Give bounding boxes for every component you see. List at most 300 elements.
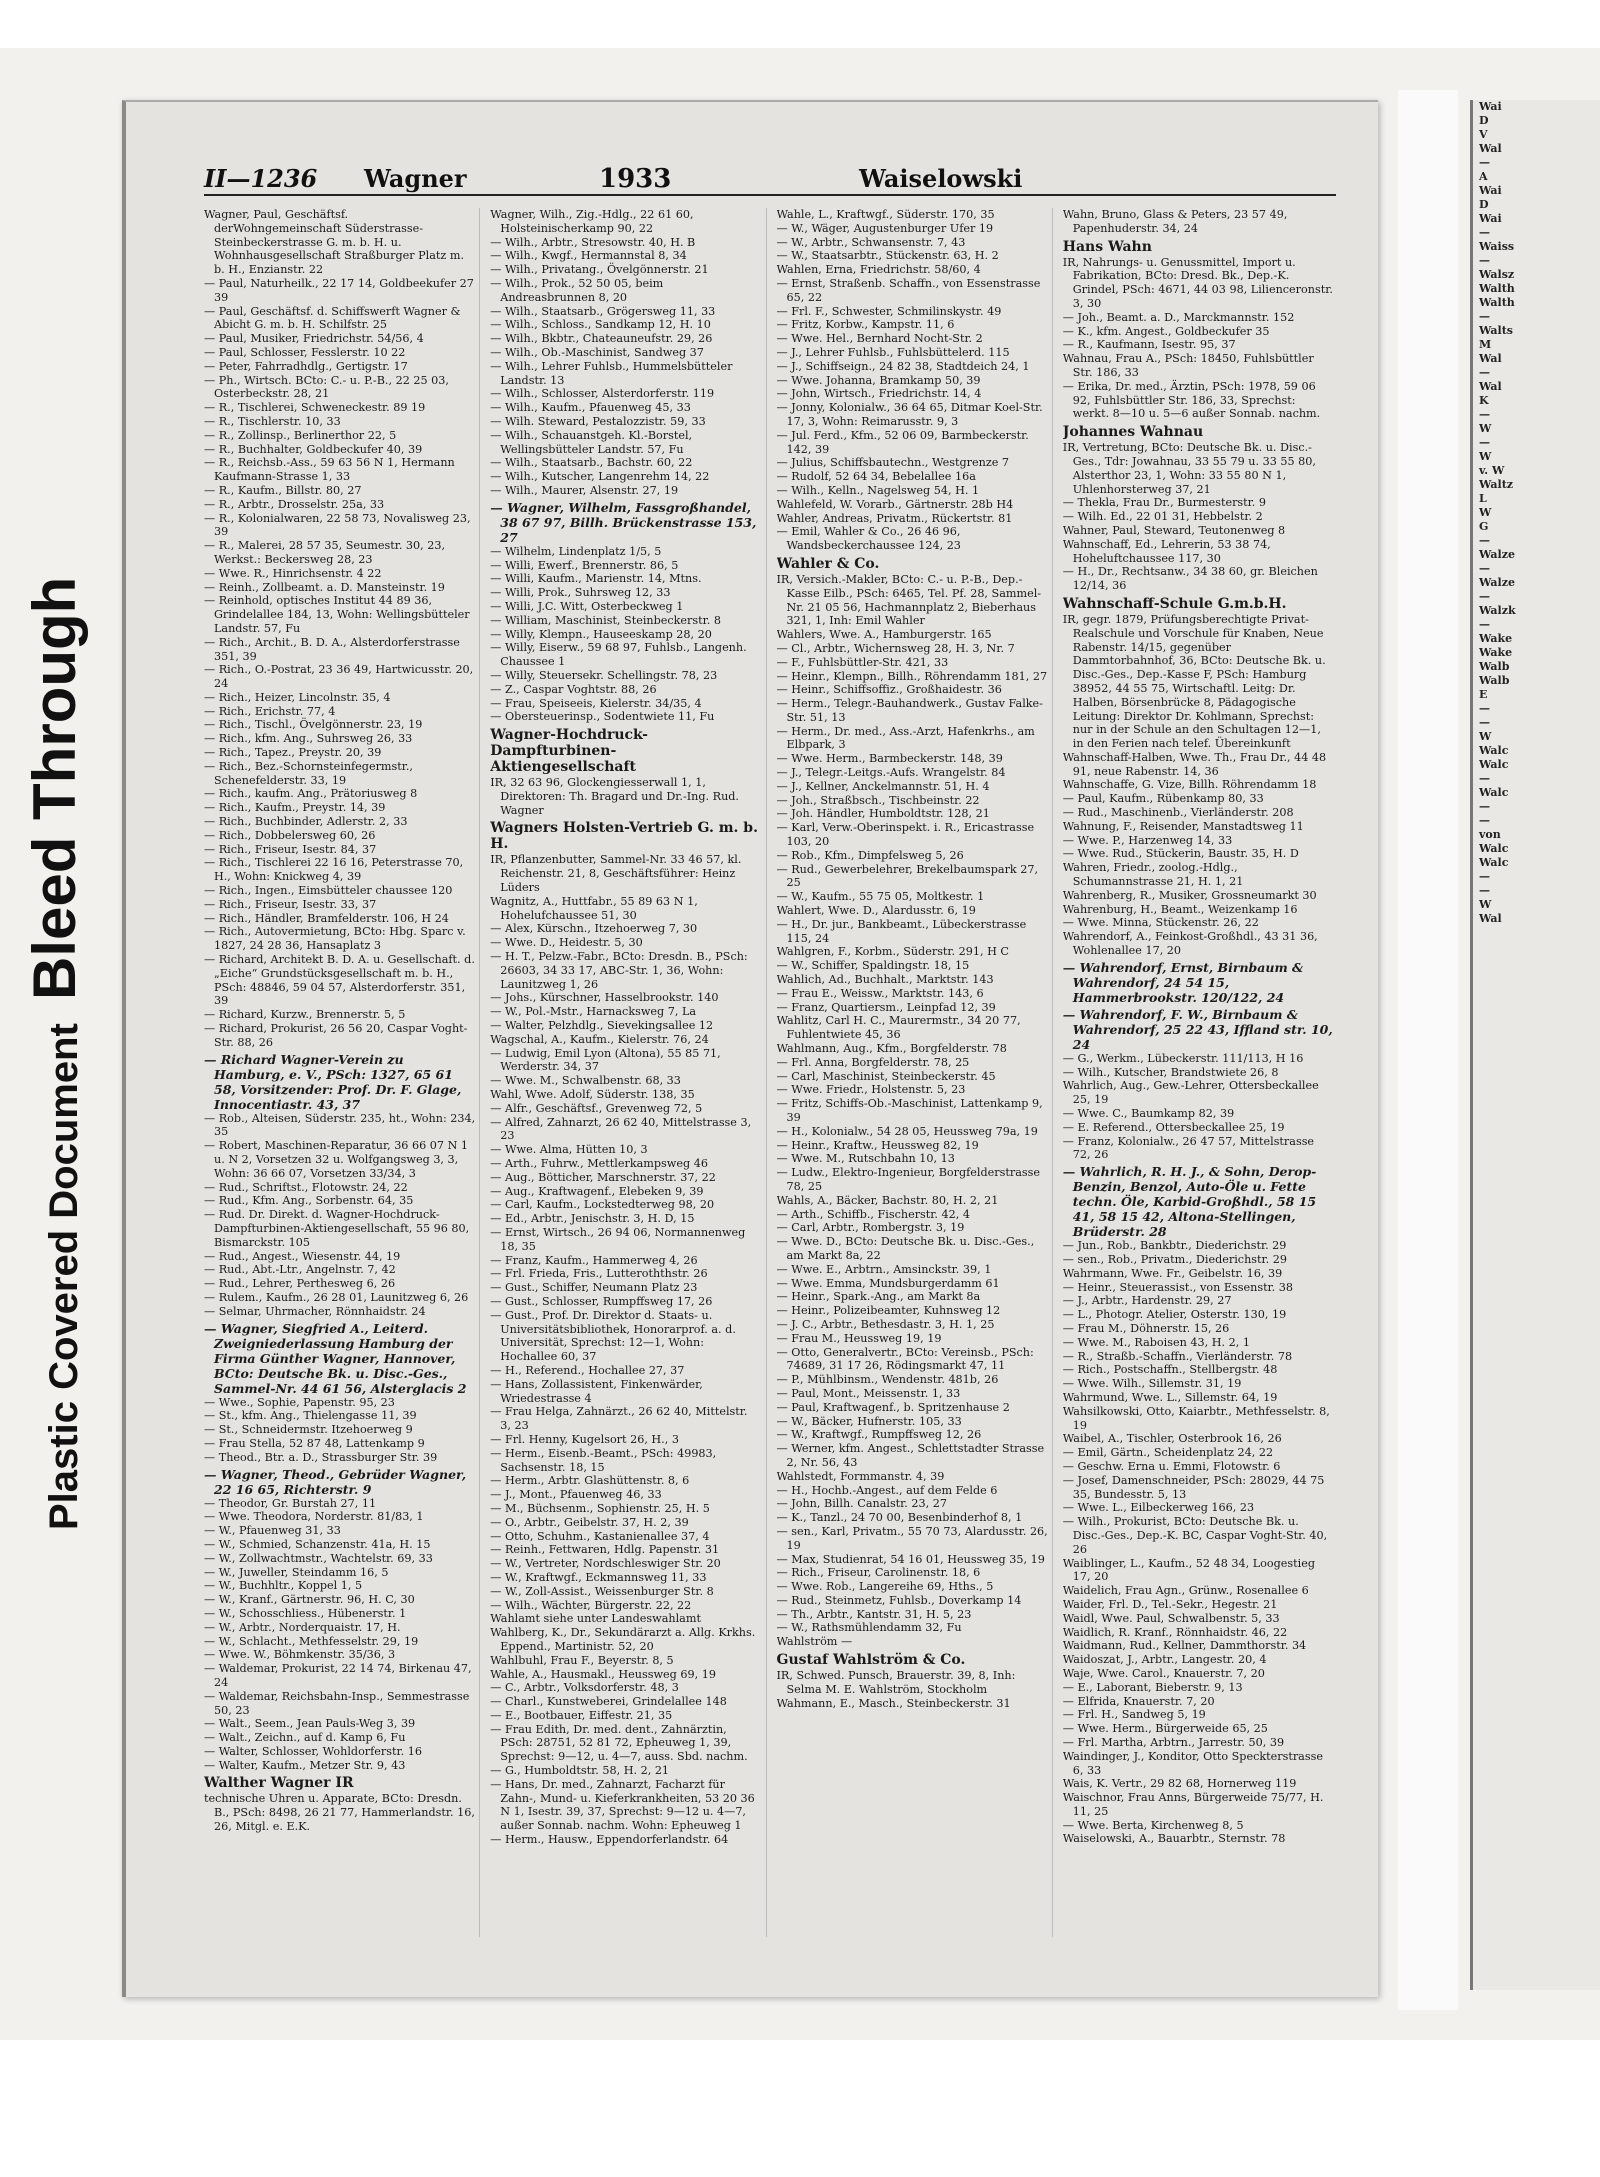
directory-entry: — Wilh., Privatang., Övelgönnerstr. 21 (490, 263, 709, 277)
directory-entry: Wahlitz, Carl H. C., Maurermstr., 34 20 77, Fuhlentwiete 45, 36 (776, 1014, 1021, 1042)
directory-entry: Waischnor, Frau Anns, Bürgerweide 75/77, H. 11, 25 (1062, 1791, 1324, 1818)
directory-entry: — Elfrida, Knauerstr. 7, 20 (1062, 1694, 1215, 1708)
directory-entry: IR, Nahrungs- u. Genussmittel, Import u. Fabrikation, BCto: Dresd. Bk., Dep.-K. Grindel, PSch: 4671, 44 03 98, Lilienceronstr. 3, 30 (1062, 255, 1333, 310)
directory-entry: — Willy, Klempn., Hauseeskamp 28, 20 (490, 627, 712, 641)
firm-heading: Wagners Holsten-Vertrieb G. m. b. H. (490, 820, 758, 853)
directory-entry: — Frau, Speiseeis, Kielerstr. 34/35, 4 (490, 696, 702, 710)
directory-entry: — Jonny, Kolonialw., 36 64 65, Ditmar Koel-Str. 17, 3, Wohn: Reimarusstr. 9, 3 (776, 401, 1043, 428)
directory-entry: — Wwe. Friedr., Holstenstr. 5, 23 (776, 1083, 966, 1097)
adjacent-page-edge (1470, 100, 1600, 1990)
directory-entry: — Rudolf, 52 64 34, Bebelallee 16a (776, 470, 976, 484)
directory-entry: — W., Rathsmühlendamm 32, Fu (776, 1621, 962, 1635)
directory-entry: — H., Referend., Hochallee 27, 37 (490, 1363, 685, 1377)
directory-entry: — Wagner, Wilhelm, Fassgroßhandel, 38 67 97, Billh. Brückenstrasse 153, 27 (490, 499, 757, 545)
directory-entry: — Wilh. Steward, Pestalozzistr. 59, 33 (490, 414, 706, 428)
directory-entry: — R., Straßb.-Schaffn., Vierländerstr. 78 (1062, 1349, 1293, 1363)
directory-entry: — W., Schiffer, Spaldingstr. 18, 15 (776, 959, 970, 973)
firm-heading: Johannes Wahnau (1062, 424, 1204, 441)
directory-entry: — Wilh., Schloss., Sandkamp 12, H. 10 (490, 318, 711, 332)
directory-entry: — Rich., Tischlerei 22 16 16, Peterstrasse 70, H., Wohn: Knickweg 4, 39 (204, 856, 464, 884)
directory-entry: — Ed., Arbtr., Jenischstr. 3, H. D, 15 (490, 1212, 695, 1226)
directory-entry: Wahl, Wwe. Adolf, Süderstr. 138, 35 (490, 1088, 695, 1102)
adjacent-page-fragment: Walc (1479, 786, 1509, 799)
directory-entry: — Wagner, Siegfried A., Leiterd. Zweigniederlassung Hamburg der Firma Günther Wagner, Hannover, BCto: Deutsche Bk. u. Disc.-Ges., Sammel-Nr. 44 61 56, Alsterglacis 2 (204, 1320, 467, 1396)
directory-entry: — Hans, Dr. med., Zahnarzt, Facharzt für Zahn-, Mund- u. Kieferkrankheiten, 53 20 36 N 1, Isestr. 39, 37, Sprechst: 9—12 u. 4—7, außer Sonnab. nachm. Wohn: Epheuweg 1 (490, 1777, 755, 1833)
directory-entry: — Willy, Eiserw., 59 68 97, Fuhlsb., Langenh. Chaussee 1 (490, 641, 747, 669)
directory-entry: — L., Photogr. Atelier, Osterstr. 130, 19 (1062, 1308, 1287, 1322)
adjacent-page-fragment: — (1479, 254, 1490, 267)
directory-entry: — Wilh., Schauanstgeh. Kl.-Borstel, Wellingsbütteler Landstr. 57, Fu (490, 428, 693, 456)
directory-entry: — Ph., Wirtsch. BCto: C.- u. P.-B., 22 25 03, Osterbeckstr. 28, 21 (204, 373, 449, 401)
directory-entry: Waider, Frl. D., Tel.-Sekr., Hegestr. 21 (1062, 1597, 1278, 1611)
directory-entry: Wahnung, F., Reisender, Manstadtsweg 11 (1062, 819, 1304, 833)
directory-entry: — Rud., Lehrer, Perthesweg 6, 26 (204, 1277, 396, 1291)
directory-entry: Wahrendorf, A., Feinkost-Großhdl., 43 31 36, Wohlenallee 17, 20 (1062, 930, 1318, 958)
directory-entry: — J., Kellner, Anckelmannstr. 51, H. 4 (776, 779, 990, 793)
directory-entry: Wahrmund, Wwe. L., Sillemstr. 64, 19 (1062, 1390, 1278, 1404)
directory-entry: — Willy, Steuersekr. Schellingstr. 78, 23 (490, 668, 718, 682)
adjacent-page-fragment: — (1479, 156, 1490, 169)
directory-entry: — W., Buchhltr., Koppel 1, 5 (204, 1579, 363, 1593)
directory-entry: Waibel, A., Tischler, Osterbrook 16, 26 (1062, 1432, 1282, 1446)
directory-entry: — Heinr., Spark.-Ang., am Markt 8a (776, 1290, 981, 1304)
directory-entry: Wagschal, A., Kaufm., Kielerstr. 76, 24 (490, 1032, 709, 1046)
directory-entry: — Willi, Kaufm., Marienstr. 14, Mtns. (490, 572, 702, 586)
directory-entry: — K., Tanzl., 24 70 00, Besenbinderhof 8, 1 (776, 1511, 1023, 1525)
directory-entry: — Paul, Schlosser, Fesslerstr. 10 22 (204, 345, 406, 359)
directory-entry: — Wagner, Theod., Gebrüder Wagner, 22 16 65, Richterstr. 9 (204, 1466, 467, 1497)
directory-entry: — Alfred, Zahnarzt, 26 62 40, Mittelstrasse 3, 23 (490, 1115, 752, 1143)
directory-entry: — Wilh., Kutscher, Langenrehm 14, 22 (490, 470, 710, 484)
directory-entry: — Carl, Arbtr., Rombergstr. 3, 19 (776, 1221, 965, 1235)
directory-entry: — St., Schneidermstr. Itzehoerweg 9 (204, 1423, 413, 1437)
directory-entry: — Waldemar, Reichsbahn-Insp., Semmestrasse 50, 23 (204, 1689, 470, 1717)
directory-entry: Wahren, Friedr., zoolog.-Hdlg., Schumannstrasse 21, H. 1, 21 (1062, 861, 1244, 889)
directory-entry: Waidl, Wwe. Paul, Schwalbenstr. 5, 33 (1062, 1611, 1280, 1625)
adjacent-page-fragment: — (1479, 562, 1490, 575)
directory-entry: — Hans, Zollassistent, Finkenwärder, Wriedestrasse 4 (490, 1377, 703, 1405)
directory-entry: Waiselowski, A., Bauarbtr., Sternstr. 78 (1062, 1832, 1286, 1846)
directory-entry: — John, Wirtsch., Friedrichstr. 14, 4 (776, 387, 982, 401)
directory-entry: — Alfr., Geschäftsf., Grevenweg 72, 5 (490, 1101, 703, 1115)
directory-entry: — R., Malerei, 28 57 35, Seumestr. 30, 23, Werkst.: Beckersweg 28, 23 (204, 539, 446, 566)
directory-entry: — Walt., Seem., Jean Pauls-Weg 3, 39 (204, 1717, 416, 1731)
directory-entry: — Wwe. Minna, Stückenstr. 26, 22 (1062, 916, 1259, 930)
adjacent-page-fragment: W (1479, 422, 1492, 435)
adjacent-page-fragment: Walze (1479, 576, 1515, 589)
directory-entry: Waindinger, J., Konditor, Otto Speckterstrasse 6, 33 (1062, 1749, 1323, 1777)
directory-entry: — Frau Edith, Dr. med. dent., Zahnärztin, PSch: 28751, 52 81 72, Epheuweg 1, 39, Sprechst: 9—12, u. 4—7, auss. Sbd. nachm. (490, 1722, 748, 1764)
directory-entry: — Rud., Abt.-Ltr., Angelnstr. 7, 42 (204, 1263, 396, 1277)
directory-entry: — Rich., Postschaffn., Stellbergstr. 48 (1062, 1363, 1278, 1377)
scan-top-margin (0, 0, 1600, 48)
directory-entry: — W., Schmied, Schanzenstr. 41a, H. 15 (204, 1537, 431, 1551)
adjacent-page-fragment: — (1479, 884, 1490, 897)
directory-entry: — Charl., Kunstweberei, Grindelallee 148 (490, 1695, 727, 1709)
directory-entry: — Aug., Bötticher, Marschnerstr. 37, 22 (490, 1170, 716, 1184)
adjacent-page-fragment: A (1479, 170, 1488, 183)
directory-entry: Wahle, L., Kraftwgf., Süderstr. 170, 35 (776, 208, 995, 221)
directory-entry: — Joh., Straßbsch., Tischbeinstr. 22 (776, 793, 980, 807)
directory-entry: Wahle, A., Hausmakl., Heussweg 69, 19 (490, 1667, 716, 1681)
directory-entry: — W., Zollwachtmstr., Wachtelstr. 69, 33 (204, 1551, 433, 1565)
directory-entry: — Wwe. Herm., Bürgerweide 65, 25 (1062, 1722, 1268, 1736)
book-spine-gap (1398, 90, 1458, 2010)
directory-entry: — Herm., Hausw., Eppendorferlandstr. 64 (490, 1833, 729, 1847)
adjacent-page-fragment: E (1479, 688, 1488, 701)
directory-entry: Wahlert, Wwe. D., Alardusstr. 6, 19 (776, 904, 976, 918)
directory-entry: IR, Schwed. Punsch, Brauerstr. 39, 8, Inh: Selma M. E. Wahlström, Stockholm (776, 1669, 1016, 1696)
directory-entry: — Rich., Tischl., Övelgönnerstr. 23, 19 (204, 718, 423, 732)
directory-entry: — W., Arbtr., Schwansenstr. 7, 43 (776, 235, 966, 249)
directory-entry: — Wilh., Kutscher, Brandstwiete 26, 8 (1062, 1065, 1279, 1079)
adjacent-page-fragment: D (1479, 114, 1489, 127)
directory-entry: — Wwe. Theodora, Norderstr. 81/83, 1 (204, 1510, 424, 1524)
directory-entry: — Willi, Prok., Suhrsweg 12, 33 (490, 586, 671, 600)
directory-entry: — H., Dr., Rechtsanw., 34 38 60, gr. Bleichen 12/14, 36 (1062, 565, 1318, 593)
directory-entry: — Wwe. Alma, Hütten 10, 3 (490, 1143, 648, 1157)
directory-entry: — J., Telegr.-Leitgs.-Aufs. Wrangelstr. 84 (776, 766, 1006, 780)
directory-entry: — Ernst, Wirtsch., 26 94 06, Normannenweg 18, 35 (490, 1226, 746, 1253)
directory-entry: — Wilh., Arbtr., Stresowstr. 40, H. B (490, 235, 696, 249)
directory-entry: — M., Büchsenm., Sophienstr. 25, H. 5 (490, 1501, 710, 1515)
directory-entry: Wahnau, Frau A., PSch: 18450, Fuhlsbüttler Str. 186, 33 (1062, 352, 1314, 379)
directory-entry: — Rob., Alteisen, Süderstr. 235, ht., Wohn: 234, 35 (204, 1111, 476, 1139)
header-last-word: Waiselowski (859, 164, 1023, 193)
directory-entry: — Herm., Arbtr. Glashüttenstr. 8, 6 (490, 1474, 690, 1488)
directory-entry: Wahnschaff-Halben, Wwe. Th., Frau Dr., 44 48 91, neue Rabenstr. 14, 36 (1062, 750, 1327, 778)
plastic-covered-label: Plastic Covered Document (42, 1023, 86, 1530)
adjacent-page-fragment: Wal (1479, 380, 1502, 393)
directory-entry: — Wwe., Sophie, Papenstr. 95, 23 (204, 1395, 395, 1409)
adjacent-page-fragment: Wal (1479, 352, 1502, 365)
directory-entry: Wagner, Wilh., Zig.-Hdlg., 22 61 60, Holsteinischerkamp 90, 22 (490, 208, 694, 235)
directory-entry: — Franz, Kaufm., Hammerweg 4, 26 (490, 1253, 698, 1267)
directory-entry: — Aug., Kraftwagenf., Elebeken 9, 39 (490, 1184, 704, 1198)
directory-entry: — Wwe. M., Raboisen 43, H. 2, 1 (1062, 1335, 1250, 1349)
directory-entry: Wagnitz, A., Huttfabr., 55 89 63 N 1, Hohelufchaussee 51, 30 (490, 894, 698, 922)
directory-entry: — Paul, Mont., Meissenstr. 1, 33 (776, 1386, 961, 1400)
directory-entry: — Emil, Wahler & Co., 26 46 96, Wandsbeckerchaussee 124, 23 (776, 525, 961, 553)
adjacent-page-fragment: Walth (1479, 282, 1515, 295)
adjacent-page-fragment: V (1479, 128, 1488, 141)
directory-entry: — W., Pol.-Mstr., Harnacksweg 7, La (490, 1005, 697, 1019)
directory-entry: — R., Tischlerstr. 10, 33 (204, 414, 341, 428)
directory-entry: — R., Buchhalter, Goldbeckufer 40, 39 (204, 442, 423, 456)
directory-entry: — Wwe. Emma, Mundsburgerdamm 61 (776, 1276, 1000, 1290)
directory-entry: — Ludw., Elektro-Ingenieur, Borgfelderstrasse 78, 25 (776, 1166, 1040, 1193)
scan-bottom-margin (0, 2040, 1600, 2177)
directory-entry: — Reinh., Fettwaren, Hdlg. Papenstr. 31 (490, 1543, 720, 1557)
directory-entry: — Wilh., Lehrer Fuhlsb., Hummelsbütteler Landstr. 13 (490, 359, 733, 387)
directory-entry: — Willi, J.C. Witt, Osterbeckweg 1 (490, 599, 684, 613)
directory-entry: — Rud., Schriftst., Flotowstr. 24, 22 (204, 1180, 408, 1194)
directory-entry: — Wwe. L., Eilbeckerweg 166, 23 (1062, 1501, 1255, 1515)
directory-entry: — Wilh., Maurer, Alsenstr. 27, 19 (490, 483, 679, 497)
adjacent-page-fragment: M (1479, 338, 1492, 351)
directory-entry: — Rich., Buchbinder, Adlerstr. 2, 33 (204, 815, 408, 829)
directory-entry: — Willi, Ewerf., Brennerstr. 86, 5 (490, 558, 679, 572)
adjacent-page-fragment: — (1479, 772, 1490, 785)
adjacent-page-fragment: Wai (1479, 184, 1502, 197)
directory-entry: Wahler, Andreas, Privatm., Rückertstr. 81 (776, 511, 1013, 525)
directory-entry: — Alex, Kürschn., Itzehoerweg 7, 30 (490, 922, 698, 936)
directory-entry: — Arth., Schiffb., Fischerstr. 42, 4 (776, 1207, 970, 1221)
directory-entry: Wahlgren, F., Korbm., Süderstr. 291, H C (776, 945, 1009, 959)
directory-entry: — Reinhold, optisches Institut 44 89 36, Grindelallee 184, 13, Wohn: Wellingsbütteler Landstr. 57, Fu (204, 594, 470, 635)
adjacent-page-fragment: — (1479, 534, 1490, 547)
directory-entry: — Richard Wagner-Verein zu Hamburg, e. V., PSch: 1327, 65 61 58, Vorsitzender: Prof. Dr. F. Glage, Innocentiastr. 43, 37 (204, 1051, 462, 1112)
directory-entry: — Heinr., Steuerassist., von Essenstr. 38 (1062, 1280, 1294, 1294)
directory-entry: Wahlen, Erna, Friedrichstr. 58/60, 4 (776, 263, 981, 277)
directory-entry: — H., Kolonialw., 54 28 05, Heussweg 79a, 19 (776, 1124, 1038, 1138)
directory-entry: Waidlich, R. Kranf., Rönnhaidstr. 46, 22 (1062, 1625, 1288, 1639)
directory-entry: — Rich., O.-Postrat, 23 36 49, Hartwicusstr. 20, 24 (204, 663, 474, 691)
directory-entry: Wahrlich, Aug., Gew.-Lehrer, Ottersbeckallee 25, 19 (1062, 1079, 1319, 1107)
directory-entry: — Rich., Kaufm., Preystr. 14, 39 (204, 801, 386, 815)
firm-heading: Gustaf Wahlström & Co. (776, 1652, 966, 1669)
adjacent-page-fragment: v. W (1479, 464, 1505, 477)
bleed-through-label: Bleed Through (21, 576, 88, 1000)
adjacent-page-fragment: Wai (1479, 100, 1502, 113)
directory-entry: — W., Schlacht., Methfesselstr. 29, 19 (204, 1634, 419, 1648)
directory-entry: — Rulem., Kaufm., 26 28 01, Launitzweg 6, 26 (204, 1290, 469, 1304)
directory-entry: — Herm., Dr. med., Ass.-Arzt, Hafenkrhs., am Elbpark, 3 (776, 724, 1035, 752)
directory-entry: Waidoszat, J., Arbtr., Langestr. 20, 4 (1062, 1653, 1267, 1667)
directory-entry: — Wwe. Berta, Kirchenweg 8, 5 (1062, 1818, 1244, 1832)
directory-entry: — W., Bäcker, Hufnerstr. 105, 33 (776, 1414, 962, 1428)
adjacent-page-fragment: — (1479, 366, 1490, 379)
directory-entry: Wahnschaff, Ed., Lehrerin, 53 38 74, Hoheluftchaussee 117, 30 (1062, 537, 1271, 565)
directory-entry: Wahls, A., Bäcker, Bachstr. 80, H. 2, 21 (776, 1193, 999, 1207)
directory-entry: — Frau E., Weissw., Marktstr. 143, 6 (776, 986, 984, 1000)
adjacent-page-fragment: — (1479, 716, 1490, 729)
directory-entry: — Erika, Dr. med., Ärztin, PSch: 1978, 59 06 92, Fuhlsbüttler Str. 186, 33, Sprechst: werkt. 8—10 u. 5—6 außer Sonnab. nachm. (1062, 379, 1321, 421)
directory-entry: — Th., Arbtr., Kantstr. 31, H. 5, 23 (776, 1607, 972, 1621)
directory-entry: — Walter, Kaufm., Metzer Str. 9, 43 (204, 1758, 406, 1772)
directory-entry: — Rob., Kfm., Dimpfelsweg 5, 26 (776, 848, 964, 862)
directory-entry: Wahlers, Wwe. A., Hamburgerstr. 165 (776, 628, 992, 642)
directory-entry: — R., Kaufmann, Isestr. 95, 37 (1062, 338, 1236, 352)
directory-entry: Wahlberg, K., Dr., Sekundärarzt a. Allg. Krkhs. Eppend., Martinistr. 52, 20 (490, 1626, 756, 1653)
directory-entry: — Rich., Heizer, Lincolnstr. 35, 4 (204, 690, 391, 704)
adjacent-page-fragment: Walc (1479, 842, 1509, 855)
directory-entry: — Richard, Architekt B. D. A. u. Gesellschaft. d. „Eiche“ Grundstücksgesellschaft m. b. H., PSch: 48846, 59 04 57, Alsterdorferstr. 351, 39 (204, 953, 475, 1008)
page-header (204, 160, 1336, 196)
directory-entry: — Frau M., Döhnerstr. 15, 26 (1062, 1322, 1230, 1335)
directory-entry: — W., Kranf., Gärtnerstr. 96, H. C, 30 (204, 1593, 415, 1607)
adjacent-page-fragment: Wal (1479, 912, 1502, 925)
directory-entry: Wahrenburg, H., Beamt., Weizenkamp 16 (1062, 902, 1298, 916)
directory-entry: — Fritz, Korbw., Kampstr. 11, 6 (776, 318, 955, 332)
directory-entry: — Wilh., Ob.-Maschinist, Sandweg 37 (490, 345, 704, 359)
directory-entry: — W., Zoll-Assist., Weissenburger Str. 8 (490, 1584, 714, 1598)
adjacent-page-fragment: D (1479, 198, 1489, 211)
firm-heading: Wahler & Co. (776, 555, 880, 572)
adjacent-page-fragment: — (1479, 436, 1490, 449)
directory-entry: — Wwe. M., Rutschbahn 10, 13 (776, 1152, 955, 1166)
directory-entry: — W., Arbtr., Norderquaistr. 17, H. (204, 1620, 401, 1634)
directory-entry: — Otto, Generalvertr., BCto: Vereinsb., PSch: 74689, 31 17 26, Rödingsmarkt 47, 11 (776, 1345, 1034, 1373)
directory-entry: — Wilh., Bkbtr., Chateauneufstr. 29, 26 (490, 332, 713, 346)
directory-entry: — H., Hochb.-Angest., auf dem Felde 6 (776, 1483, 998, 1497)
directory-entry: — G., Werkm., Lübeckerstr. 111/113, H 16 (1062, 1051, 1304, 1065)
directory-entry: — Wwe. E., Arbtrn., Amsinckstr. 39, 1 (776, 1262, 992, 1276)
directory-entry: — W., Staatsarbtr., Stückenstr. 63, H. 2 (776, 249, 999, 263)
adjacent-page-fragment: W (1479, 506, 1492, 519)
directory-entry: — J., Arbtr., Hardenstr. 29, 27 (1062, 1294, 1232, 1308)
directory-entry: — Wwe. M., Schwalbenstr. 68, 33 (490, 1074, 681, 1088)
directory-entry: — W., Juweller, Steindamm 16, 5 (204, 1565, 389, 1579)
adjacent-page-fragment: Walsz (1479, 268, 1515, 281)
directory-entry: — Robert, Maschinen-Reparatur, 36 66 07 N 1 u. N 2, Vorsetzen 32 u. Wolfgangsweg 3, 3, Wohn: 36 66 07, Vorsetzen 33/34, 3 (204, 1139, 469, 1180)
directory-entry: — Wwe. Hel., Bernhard Nocht-Str. 2 (776, 332, 983, 346)
directory-entry: — Geschw. Erna u. Emmi, Flotowstr. 6 (1062, 1459, 1281, 1473)
directory-entry: — Wwe. D., BCto: Deutsche Bk. u. Disc.-Ges., am Markt 8a, 22 (776, 1235, 1035, 1262)
directory-entry: — Carl, Kaufm., Lockstedterweg 98, 20 (490, 1198, 715, 1212)
directory-entry: — Gust., Prof. Dr. Direktor d. Staats- u. Universitätsbibliothek, Honorarprof. a. d. Universität, Sprechst: 12—1, Wohn: Hochallee 60, 37 (490, 1308, 736, 1364)
directory-entry: IR, 32 63 96, Glockengiesserwall 1, 1, Direktoren: Th. Bragard und Dr.-Ing. Rud. Wagner (490, 776, 739, 817)
directory-entry: Waje, Wwe. Carol., Knauerstr. 7, 20 (1062, 1666, 1265, 1680)
directory-entry: — K., kfm. Angest., Goldbeckufer 35 (1062, 324, 1270, 338)
directory-entry: — Herm., Eisenb.-Beamt., PSch: 49983, Sachsenstr. 18, 15 (490, 1446, 717, 1474)
directory-entry: — W., Kraftwgf., Rumpffsweg 12, 26 (776, 1428, 982, 1442)
directory-entry: — Wilh. Ed., 22 01 31, Hebbelstr. 2 (1062, 510, 1263, 524)
directory-entry: — W., Kraftwgf., Eckmannsweg 11, 33 (490, 1570, 707, 1584)
directory-entry: — Walter, Schlosser, Wohldorferstr. 16 (204, 1744, 422, 1758)
directory-entry: — Wilh., Staatsarb., Grögersweg 11, 33 (490, 304, 716, 318)
directory-entry: — Jun., Rob., Bankbtr., Diederichstr. 29 (1062, 1239, 1287, 1253)
directory-entry: — sen., Rob., Privatm., Diederichstr. 29 (1062, 1253, 1287, 1267)
directory-entry: — Wilh., Staatsarb., Bachstr. 60, 22 (490, 456, 693, 470)
adjacent-page-fragment: — (1479, 590, 1490, 603)
directory-entry: Wahlmann, Aug., Kfm., Borgfelderstr. 78 (776, 1042, 1007, 1056)
directory-entry: — E. Referend., Ottersbeckallee 25, 19 (1062, 1120, 1285, 1134)
directory-entry: — J., Schiffseign., 24 82 38, Stadtdeich 24, 1 (776, 359, 1030, 373)
directory-entry: Wahrenberg, R., Musiker, Grossneumarkt 30 (1062, 888, 1317, 902)
directory-entry: — G., Humboldtstr. 58, H. 2, 21 (490, 1764, 670, 1778)
directory-entry: — Wwe. Johanna, Bramkamp 50, 39 (776, 373, 981, 387)
adjacent-page-fragment: Waltz (1479, 478, 1514, 491)
adjacent-page-fragment: Wake (1479, 632, 1513, 645)
directory-entry: — Rud. Dr. Direkt. d. Wagner-Hochdruck-Dampfturbinen-Aktiengesellschaft, 55 96 80, Bismarckstr. 105 (204, 1208, 470, 1249)
adjacent-page-fragment: — (1479, 618, 1490, 631)
page-number: II—1236 (204, 164, 318, 193)
adjacent-page-fragment: Waiss (1479, 240, 1515, 253)
directory-entry: — Selmar, Uhrmacher, Rönnhaidstr. 24 (204, 1304, 426, 1318)
directory-entry: — Thekla, Frau Dr., Burmesterstr. 9 (1062, 496, 1267, 510)
directory-entry: — Paul, Kaufm., Rübenkamp 80, 33 (1062, 792, 1264, 806)
directory-entry: — Joh., Beamt. a. D., Marckmannstr. 152 (1062, 310, 1295, 324)
directory-entry: Wahrmann, Wwe. Fr., Geibelstr. 16, 39 (1062, 1266, 1283, 1280)
directory-entry: Wahlefeld, W. Vorarb., Gärtnerstr. 28b H4 (776, 497, 1014, 511)
directory-entry: — H., Dr. jur., Bankbeamt., Lübeckerstrasse 115, 24 (776, 917, 1027, 945)
adjacent-page-fragment: — (1479, 870, 1490, 883)
directory-entry: — Carl, Maschinist, Steinbeckerstr. 45 (776, 1069, 996, 1083)
directory-entry: — Frl. Henny, Kugelsort 26, H., 3 (490, 1432, 679, 1446)
directory-entry: — P., Mühlbinsm., Wendenstr. 481b, 26 (776, 1373, 999, 1387)
directory-entry: — Franz, Kolonialw., 26 47 57, Mittelstrasse 72, 26 (1062, 1134, 1315, 1162)
directory-entry: — Joh. Händler, Humboldtstr. 128, 21 (776, 807, 990, 821)
directory-entry: Wahlamt siehe unter Landeswahlamt (490, 1612, 701, 1626)
directory-entry: — J. C., Arbtr., Bethesdastr. 3, H. 1, 25 (776, 1317, 995, 1331)
adjacent-page-fragment: Walc (1479, 856, 1509, 869)
directory-entry: — Reinh., Zollbeamt. a. D. Mansteinstr. 19 (204, 580, 445, 594)
directory-entry: — W., Vertreter, Nordschleswiger Str. 20 (490, 1557, 721, 1571)
header-year: 1933 (599, 164, 672, 194)
directory-entry: — Otto, Schuhm., Kastanienallee 37, 4 (490, 1529, 710, 1543)
directory-entry: — E., Bootbauer, Eiffestr. 21, 35 (490, 1708, 673, 1722)
directory-entry: — R., Tischlerei, Schweneckestr. 89 19 (204, 401, 426, 415)
adjacent-page-fragment: Walzk (1479, 604, 1516, 617)
adjacent-page-fragment: Walb (1479, 660, 1510, 673)
directory-entry: — Wilh., Prokurist, BCto: Deutsche Bk. u. Disc.-Ges., Dep.-K. BC, Caspar Voght-Str. 40, 26 (1062, 1515, 1328, 1556)
directory-entry: — Johs., Kürschner, Hasselbrookstr. 140 (490, 991, 719, 1005)
firm-heading: Wagner-Hochdruck-Dampfturbinen-Aktiengesellschaft (490, 727, 648, 776)
directory-entry: Waidelich, Frau Agn., Grünw., Rosenallee 6 (1062, 1584, 1309, 1598)
directory-entry: — Rud., Kfm. Ang., Sorbenstr. 64, 35 (204, 1194, 414, 1208)
directory-entry: — Rich., Dobbelersweg 60, 26 (204, 828, 376, 842)
directory-entry: — Josef, Damenschneider, PSch: 28029, 44 75 35, Bundesstr. 5, 13 (1062, 1473, 1325, 1501)
directory-entry: — Frau Helga, Zahnärzt., 26 62 40, Mittelstr. 3, 23 (490, 1405, 748, 1433)
directory-entry: — Rich., kaufm. Ang., Prätoriusweg 8 (204, 787, 418, 801)
directory-entry: — F., Fuhlsbüttler-Str. 421, 33 (776, 655, 949, 669)
firm-heading: Wahnschaff-Schule G.m.b.H. (1062, 595, 1287, 612)
directory-columns (204, 208, 1338, 1937)
directory-entry: — Walter, Pelzhdlg., Sievekingsallee 12 (490, 1019, 714, 1033)
directory-entry: — Theodor, Gr. Burstah 27, 11 (204, 1496, 377, 1510)
directory-entry: — Wilh., Wächter, Bürgerstr. 22, 22 (490, 1598, 692, 1612)
directory-entry: — Wwe. D., Heidestr. 5, 30 (490, 936, 643, 950)
directory-entry: — Paul, Naturheilk., 22 17 14, Goldbeekufer 27 39 (204, 276, 474, 304)
directory-entry: — W., Schosschliess., Hübenerstr. 1 (204, 1606, 407, 1620)
firm-heading: Walther Wagner IR (204, 1775, 354, 1792)
directory-entry: — Paul, Musiker, Friedrichstr. 54/56, 4 (204, 332, 424, 346)
adjacent-page-fragment: — (1479, 702, 1490, 715)
directory-entry: — Heinr., Kraftw., Heussweg 82, 19 (776, 1138, 979, 1152)
directory-entry: Wahner, Paul, Steward, Teutonenweg 8 (1062, 523, 1286, 537)
adjacent-page-fragment: Walts (1479, 324, 1513, 337)
directory-entry: — R., Zollinsp., Berlinerthor 22, 5 (204, 428, 397, 442)
directory-entry: — Wahrendorf, Ernst, Birnbaum & Wahrendorf, 24 54 15, Hammerbrookstr. 120/122, 24 (1062, 959, 1304, 1005)
directory-entry: — Wwe. W., Böhmkenstr. 35/36, 3 (204, 1648, 396, 1662)
directory-entry: — Richard, Prokurist, 26 56 20, Caspar Voght-Str. 88, 26 (204, 1022, 468, 1049)
directory-entry: — Rud., Steinmetz, Fuhlsb., Doverkamp 14 (776, 1593, 1022, 1607)
directory-entry: — Wilhelm, Lindenplatz 1/5, 5 (490, 544, 662, 558)
adjacent-page-fragment: L (1479, 492, 1487, 505)
directory-entry: Wagner, Paul, Geschäftsf. derWohngemeinschaft Süderstrasse-Steinbeckerstrasse G. m. b. H. u. Wohnhausgesellschaft Straßburger Platz m. b. H., Enzianstr. 22 (204, 208, 465, 277)
directory-entry: — Frl. H., Sandweg 5, 19 (1062, 1708, 1206, 1722)
directory-entry: — Wwe. P., Harzenweg 14, 33 (1062, 833, 1233, 847)
directory-entry: — Wwe. Wilh., Sillemstr. 31, 19 (1062, 1377, 1242, 1391)
adjacent-page-fragment: W (1479, 898, 1492, 911)
directory-entry: — C., Arbtr., Volksdorferstr. 48, 3 (490, 1681, 679, 1695)
directory-entry: — W., Wäger, Augustenburger Ufer 19 (776, 221, 994, 235)
adjacent-page-fragment: — (1479, 408, 1490, 421)
adjacent-page-fragment: G (1479, 520, 1489, 533)
directory-entry: — Frl. Martha, Arbtrn., Jarrestr. 50, 39 (1062, 1735, 1285, 1749)
directory-entry: — Gust., Schiffer, Neumann Platz 23 (490, 1281, 698, 1295)
directory-entry: — Rud., Maschinenb., Vierländerstr. 208 (1062, 806, 1294, 820)
directory-entry: IR, gegr. 1879, Prüfungsberechtigte Privat-Realschule und Vorschule für Knaben, Neue Rabenstr. 14/15, gegenüber Dammtorbahnhof, 36, BCto: Deutsche Bk. u. Disc.-Ges., Dep.-Kasse F, PSch: Hamburg 38952, 44 55 75, Wirtschaftl. Leitg: Dr. Halben, Börsenbrücke 8, Pädagogische Leitung: Direktor Dr. Kohlmann, Sprechst: nur in der Schule an den Schultagen 12—1, in den Ferien nach telef. Übereinkunft (1062, 612, 1326, 751)
directory-entry: — Ludwig, Emil Lyon (Altona), 55 85 71, Werderstr. 34, 37 (490, 1046, 721, 1074)
directory-entry: — Ernst, Straßenb. Schaffn., von Essenstrasse 65, 22 (776, 276, 1041, 304)
directory-entry: — O., Arbtr., Geibelstr. 37, H. 2, 39 (490, 1515, 689, 1529)
directory-entry: — R., Kaufm., Billstr. 80, 27 (204, 483, 362, 497)
directory-column-1 (204, 208, 480, 1937)
directory-entry: — Frau Stella, 52 87 48, Lattenkamp 9 (204, 1436, 425, 1450)
directory-entry: — Rich., Autovermietung, BCto: Hbg. Sparc v. 1827, 24 28 36, Hansaplatz 3 (204, 925, 466, 953)
